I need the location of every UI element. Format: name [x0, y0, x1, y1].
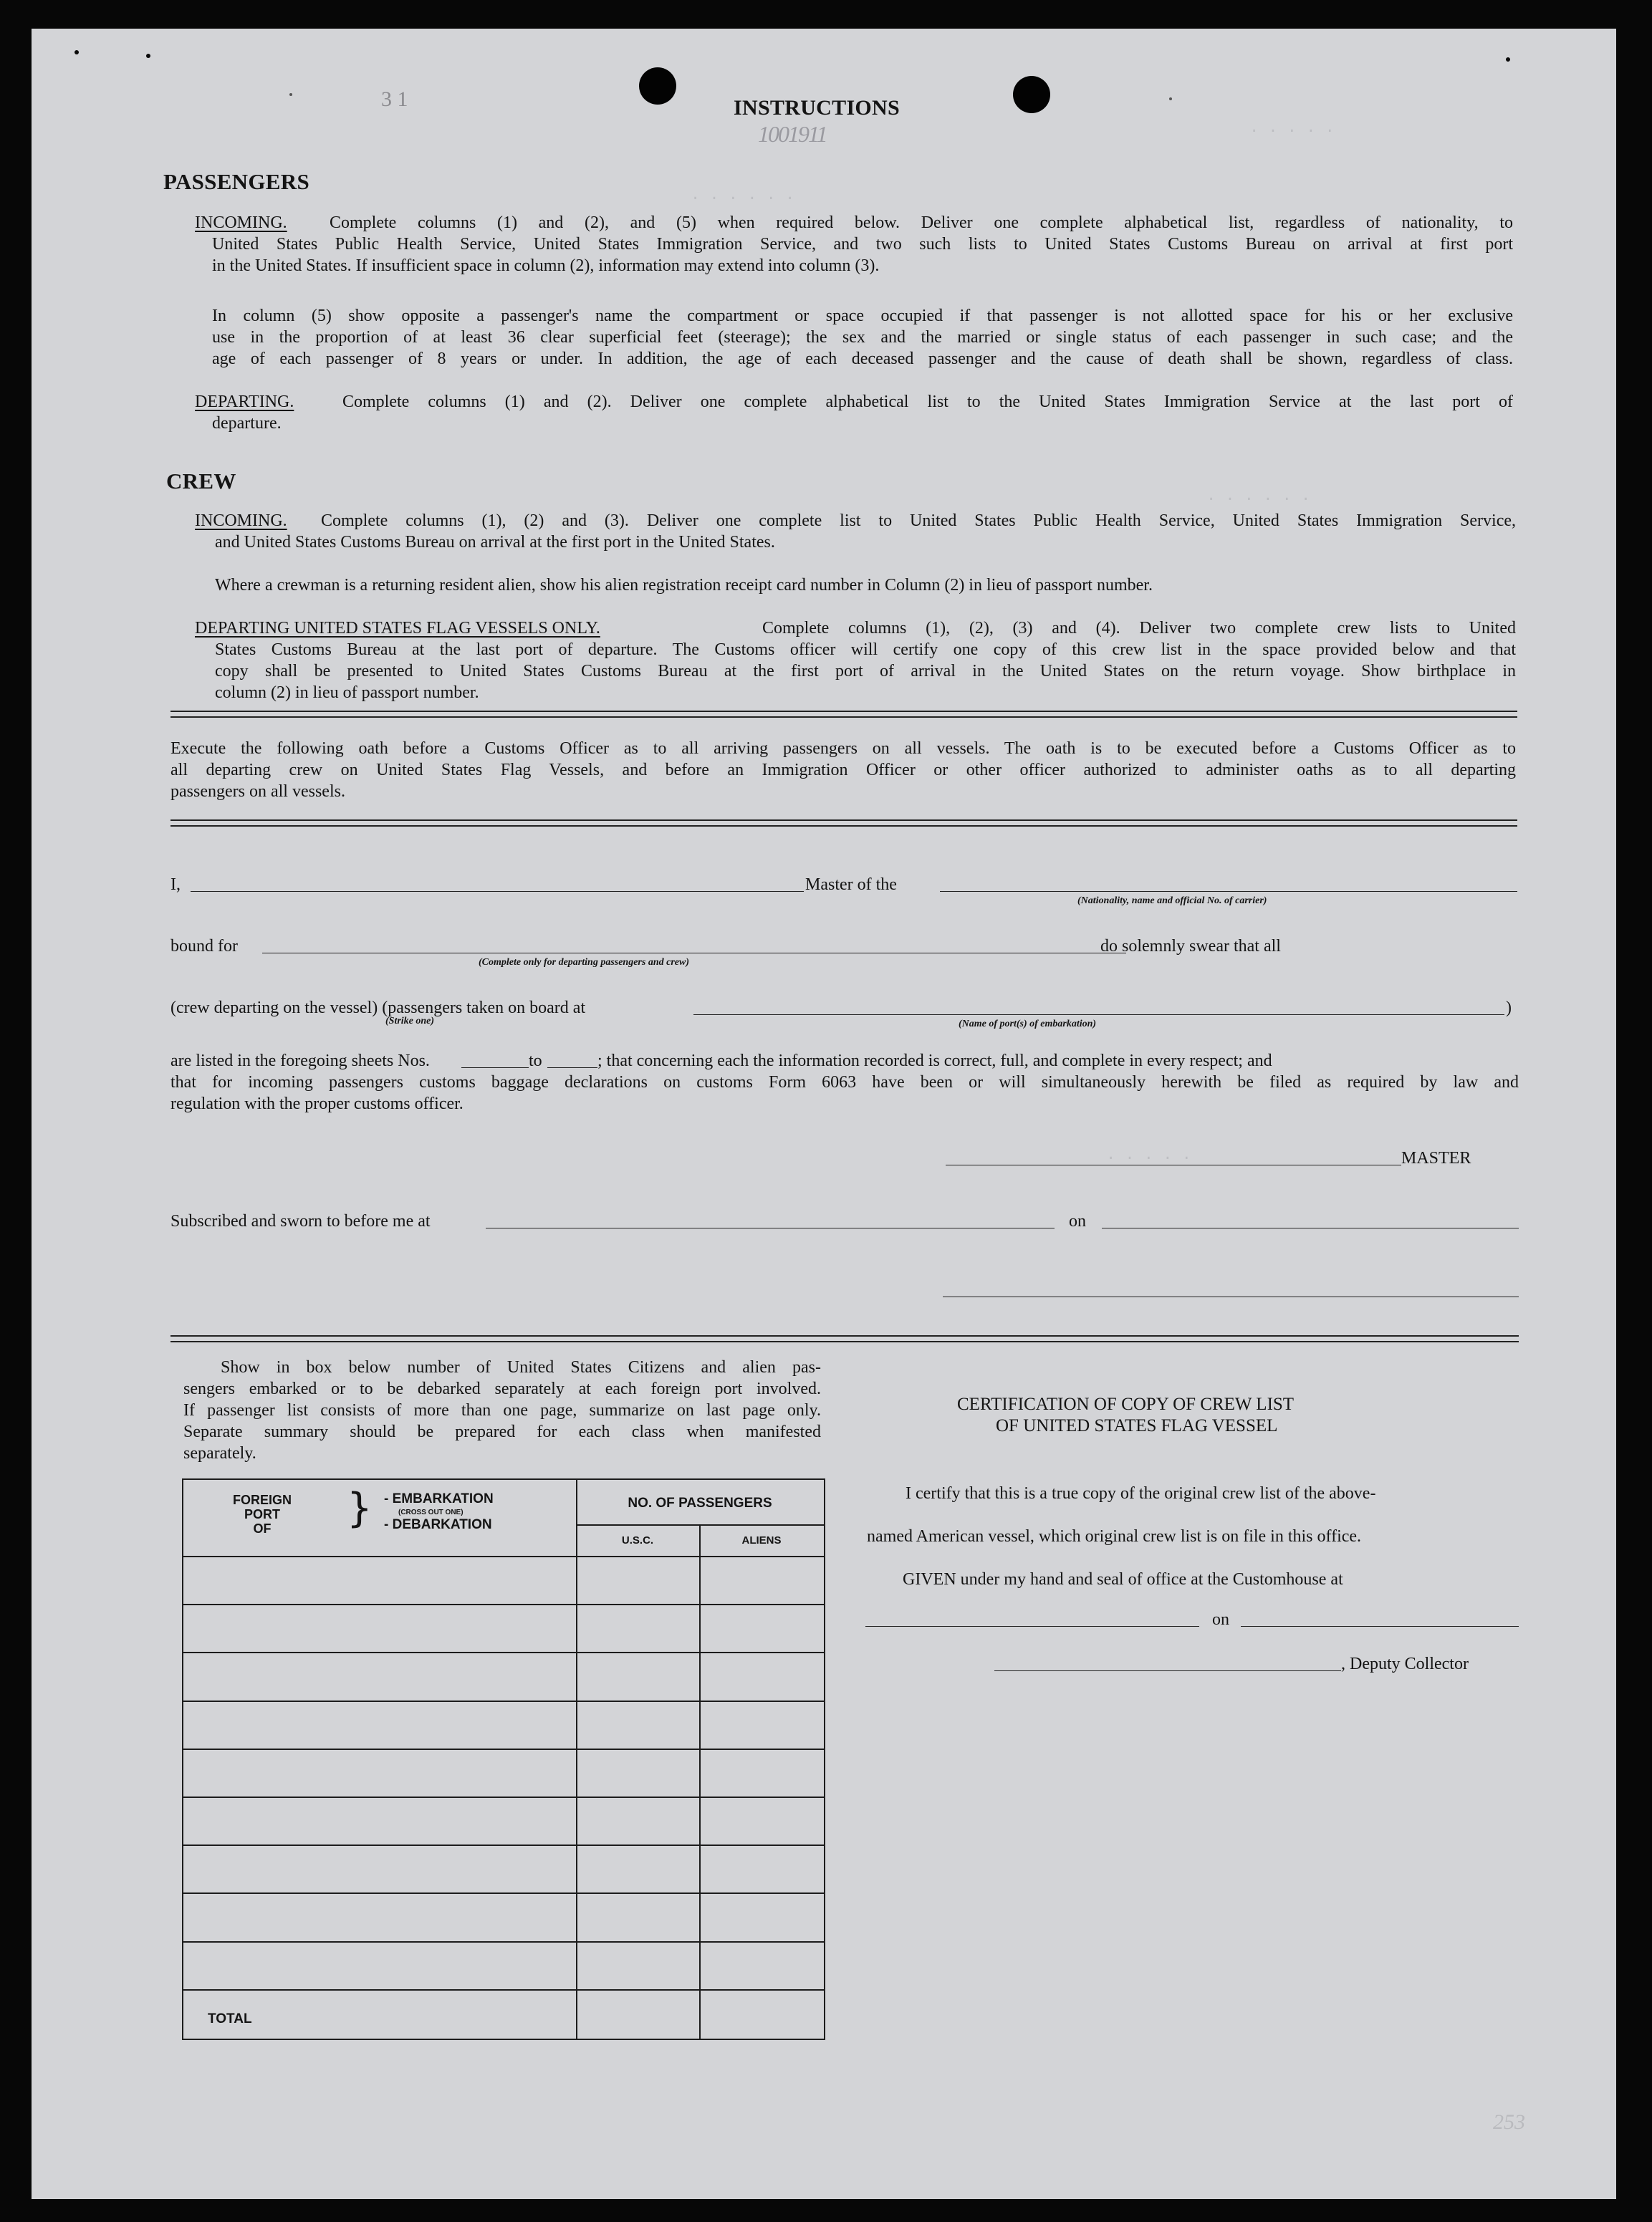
brace-icon: }: [347, 1485, 373, 1531]
table-cell-usc[interactable]: [577, 1702, 699, 1747]
carrier-hint: (Nationality, name and official No. of carrier): [1077, 895, 1267, 906]
no-of-passengers-header: NO. OF PASSENGERS: [628, 1496, 772, 1511]
crew-departing-label: DEPARTING UNITED STATES FLAG VESSELS ONLY.: [195, 619, 600, 638]
table-cell-usc[interactable]: [577, 1557, 699, 1602]
foreign-port-header: FOREIGN PORT OF: [232, 1493, 292, 1536]
stamp-mark: 1001911: [758, 121, 827, 147]
sheets-to-field[interactable]: [547, 1067, 597, 1068]
bleed-through-text: . . . . .: [1249, 119, 1335, 137]
debarkation-label: - DEBARKATION: [384, 1517, 492, 1532]
page-title: INSTRUCTIONS: [734, 96, 900, 120]
crew-incoming-label: INCOMING.: [195, 511, 287, 530]
deputy-collector-label: , Deputy Collector: [1341, 1655, 1469, 1673]
subscribed-label: Subscribed and sworn to before me at: [171, 1212, 431, 1231]
usc-header: U.S.C.: [621, 1534, 654, 1547]
aliens-header: ALIENS: [741, 1534, 782, 1547]
table-cell-aliens[interactable]: [701, 1846, 824, 1891]
speck: [146, 54, 150, 58]
table-cell-port[interactable]: [183, 1798, 576, 1843]
embarkation-port-field[interactable]: [693, 1014, 1504, 1015]
crew-incoming-text: Complete columns (1), (2) and (3). Deliver one complete list to United States Public Health Service, United States Immigration Service, and United States Customs Bureau on arrival at the first port in the United States.: [215, 511, 1516, 552]
crew-departing-text: Complete columns (1), (2), (3) and (4). Deliver two complete crew lists to United States Customs Bureau at the last port of departure. The Customs officer will certify one copy of this crew list in the space provided below and that copy shall be presented to United States Customs Bureau at the first port of arrival in the United States on the return voyage. Show birthplace in column (2) in lieu of passport number.: [215, 619, 1516, 702]
page-number-mark: 3 1: [381, 87, 408, 111]
listed-text-continued: that for incoming passengers customs baggage declarations on customs Form 6063 have been or will simultaneously herewith be filed as required by law and regulation with the proper customs officer.: [171, 1073, 1519, 1113]
table-cell-aliens[interactable]: [701, 1557, 824, 1602]
table-cell-port[interactable]: [183, 1557, 576, 1602]
table-cell-port[interactable]: [183, 1894, 576, 1939]
embarkation-label: - EMBARKATION: [384, 1491, 494, 1506]
crew-departing-text: (crew departing on the vessel) (passengers taken on board at: [171, 999, 586, 1017]
passengers-departing-label: DEPARTING.: [195, 393, 294, 411]
double-rule: [171, 711, 1517, 718]
bound-for-hint: (Complete only for departing passengers and crew): [479, 957, 689, 968]
embarkation-port-hint: (Name of port(s) of embarkation): [959, 1019, 1097, 1029]
passengers-departing-text: Complete columns (1) and (2). Deliver one complete alphabetical list to the United States Immigration Service at the last port of departure.: [212, 393, 1513, 433]
passenger-summary-table: [182, 1478, 825, 2040]
table-cell-aliens[interactable]: [701, 1943, 824, 1988]
deputy-signature-field[interactable]: [994, 1670, 1341, 1671]
sheets-from-field[interactable]: [461, 1067, 529, 1068]
customhouse-field[interactable]: [865, 1626, 1199, 1627]
passengers-incoming-label: INCOMING.: [195, 213, 287, 232]
table-cell-port[interactable]: [183, 1846, 576, 1891]
table-cell-usc[interactable]: [577, 1750, 699, 1795]
table-cell-usc[interactable]: [577, 1894, 699, 1939]
bleed-through-text: . . . . . .: [691, 186, 795, 204]
listed-text: ; that concerning each the information recorded is correct, full, and complete in every respect; and: [597, 1052, 1272, 1070]
certification-title: CERTIFICATION OF COPY OF CREW LIST: [957, 1395, 1295, 1414]
table-cell-usc[interactable]: [577, 1605, 699, 1650]
corner-mark: 253: [1493, 2110, 1525, 2134]
form-sheet: [32, 29, 1616, 2199]
speck: [1169, 97, 1172, 100]
table-cell-port[interactable]: [183, 1605, 576, 1650]
crew-resident-alien-text: Where a crewman is a returning resident alien, show his alien registration receipt card number in Column (2) in lieu of passport number.: [215, 576, 1153, 595]
speck: [289, 93, 292, 96]
sheets-to-label: to: [529, 1052, 542, 1070]
certification-on-label: on: [1212, 1610, 1229, 1629]
table-cell-aliens[interactable]: [701, 1750, 824, 1795]
certification-line2: named American vessel, which original crew list is on file in this office.: [867, 1527, 1362, 1546]
bound-for-label: bound for: [171, 937, 238, 956]
master-label: MASTER: [1401, 1149, 1471, 1168]
strike-one-hint: (Strike one): [385, 1016, 435, 1026]
oath-i-label: I,: [171, 875, 181, 894]
certification-subtitle: OF UNITED STATES FLAG VESSEL: [996, 1416, 1278, 1435]
certification-line3: GIVEN under my hand and seal of office at the Customhouse at: [903, 1570, 1343, 1589]
table-row-divider: [183, 1989, 824, 1991]
table-cell-aliens[interactable]: [701, 1702, 824, 1747]
table-cell-port[interactable]: [183, 1653, 576, 1698]
punch-hole-left: [639, 67, 676, 105]
table-cell-usc[interactable]: [577, 1653, 699, 1698]
table-cell-usc[interactable]: [577, 1943, 699, 1988]
close-paren: ): [1506, 999, 1512, 1017]
passengers-column5-text: In column (5) show opposite a passenger's name the compartment or space occupied if that passenger is not allotted space for his or her exclusive use in the proportion of at least 36 clear superficial feet (steerage); the sex and the married or single status of each passenger in such case; and the age of each passenger of 8 years or under. In addition, the age of each deceased passenger and the cause of death shall be shown, regardless of class.: [212, 307, 1513, 368]
swear-text: do solemnly swear that all: [1100, 937, 1281, 956]
table-cell-port[interactable]: [183, 1943, 576, 1988]
carrier-field[interactable]: [940, 891, 1517, 892]
master-name-field[interactable]: [191, 891, 804, 892]
speck: [1506, 57, 1510, 62]
table-cell-aliens[interactable]: [701, 1894, 824, 1939]
table-cell-aliens[interactable]: [701, 1653, 824, 1698]
speck: [75, 50, 79, 54]
oath-instructions: Execute the following oath before a Customs Officer as to all arriving passengers on all vessels. The oath is to be executed before a Customs Officer as to all departing crew on United States Flag Vessels, and before an Immigration Officer or other officer authorized to administer oaths as to all departing passengers on all vessels.: [171, 739, 1516, 801]
table-cell-usc[interactable]: [577, 1846, 699, 1891]
section-heading-crew: CREW: [166, 468, 236, 494]
punch-hole-right: [1013, 76, 1050, 113]
sheets-label: are listed in the foregoing sheets Nos.: [171, 1052, 430, 1070]
table-cell-aliens[interactable]: [701, 1605, 824, 1650]
cross-out-one-hint: (CROSS OUT ONE): [398, 1509, 464, 1516]
table-cell-usc[interactable]: [577, 1798, 699, 1843]
summary-instructions: Show in box below number of United States Citizens and alien pas- sengers embarked or to be debarked separately at each foreign port involved. If passenger list consists of more than one page, summarize on last page only. Separate summary should be prepared for each class when manifested separately.: [183, 1358, 821, 1463]
double-rule: [171, 819, 1517, 827]
table-cell-port[interactable]: [183, 1702, 576, 1747]
subscribed-on-label: on: [1069, 1212, 1086, 1231]
double-rule: [171, 1335, 1519, 1342]
bleed-through-text: . . . . .: [1106, 1146, 1191, 1164]
passengers-incoming-text: Complete columns (1) and (2), and (5) when required below. Deliver one complete alphabetical list, regardless of nationality, to United States Public Health Service, United States Immigration Service, and two such lists to United States Customs Bureau on arrival at first port in the United States. If insufficient space in column (2), information may extend into column (3).: [212, 213, 1513, 275]
section-heading-passengers: PASSENGERS: [163, 169, 309, 194]
certification-date-field[interactable]: [1241, 1626, 1519, 1627]
total-label: TOTAL: [208, 2011, 252, 2026]
bleed-through-text: . . . . . .: [1206, 487, 1311, 505]
table-cell-aliens[interactable]: [701, 1798, 824, 1843]
table-cell-port[interactable]: [183, 1750, 576, 1795]
certification-line1: I certify that this is a true copy of the original crew list of the above-: [906, 1484, 1376, 1503]
master-of-label: Master of the: [805, 875, 897, 894]
